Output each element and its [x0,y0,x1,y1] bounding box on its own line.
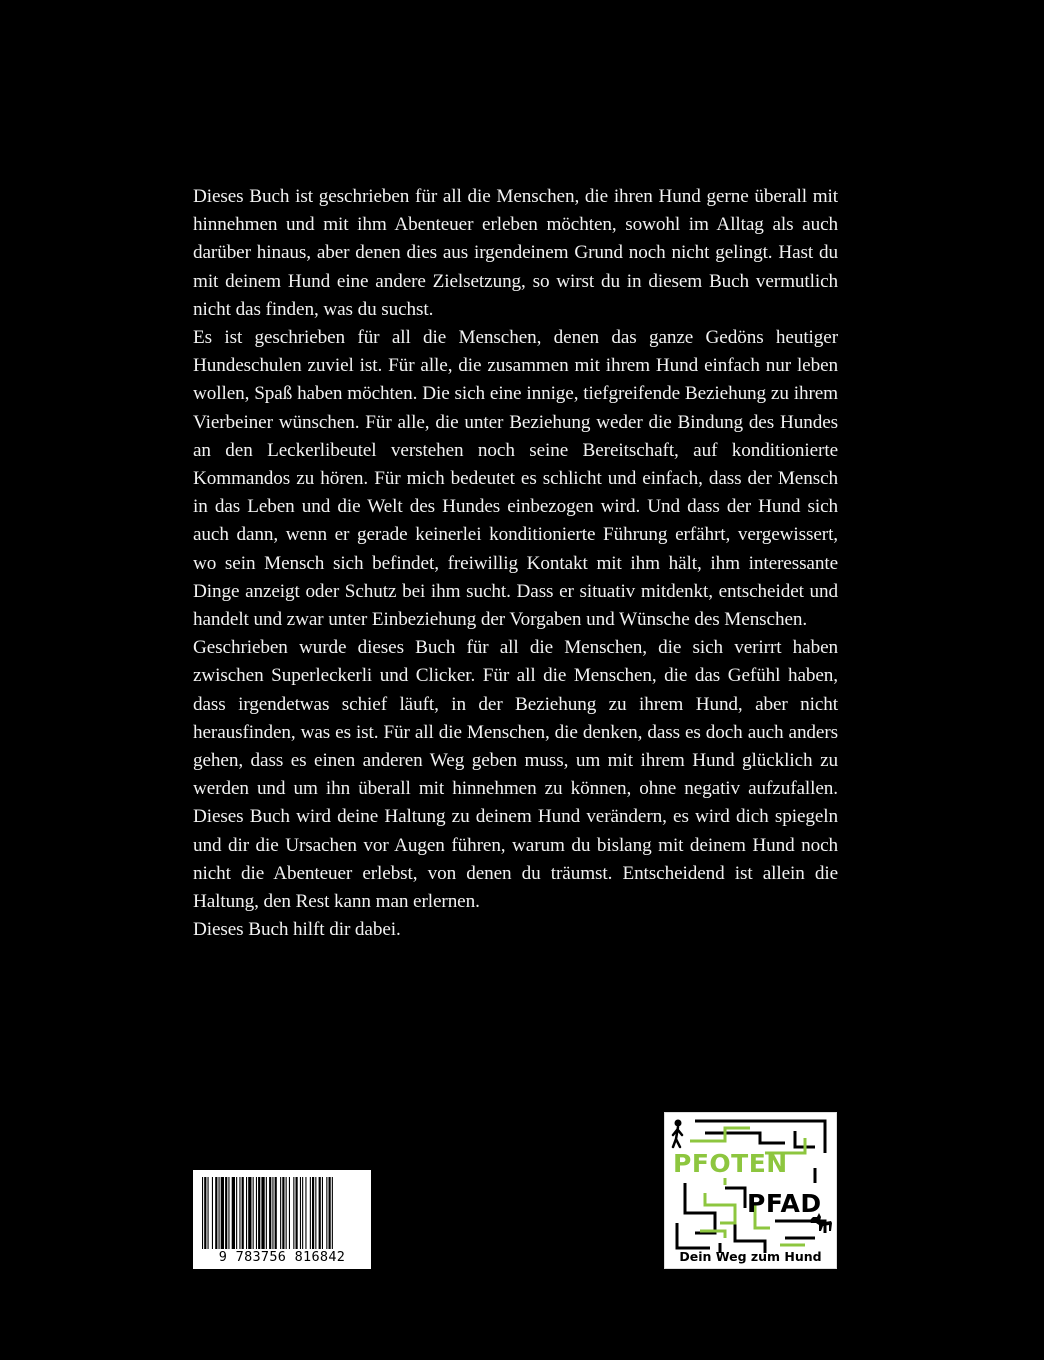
barcode-bar [315,1177,316,1249]
paragraph-2: Es ist geschrieben für all die Menschen, denen das ganze Gedöns heutiger Hundeschulen zuviel ist. Für alle, die zusammen mit ihrem Hund einfach nur leben wollen, Spaß haben möchten. Die sich eine innige, tiefgreifende Beziehung zu ihrem Vierbeiner wünschen. Für alle, die unter Beziehung weder die Bindung des Hundes an den Leckerlibeutel verstehen noch seine Bereitschaft, auf konditionierte Kommandos zu hören. Für mich bedeutet es schlicht und einfach, dass der Mensch in das Leben und die Welt des Hundes einbezogen wird. Und dass der Hund sich auch dann, wenn er gerade keinerlei konditionierte Führung erfährt, vergewissert, wo sein Mensch sich befindet, freiwillig Kontakt mit ihm hält, ihm interessante Dinge anzeigt oder Schutz bei ihm sucht. Dass er situativ mitdenkt, entscheidet und handelt und zwar unter Einbeziehung der Vorgaben und Wünsche des Menschen. [193,327,838,631]
barcode-bar [219,1177,220,1249]
barcode-bar [225,1177,227,1249]
barcode-bar [286,1177,287,1249]
barcode-bar [326,1177,327,1249]
barcode-bar [232,1177,235,1249]
barcode-bar [236,1177,237,1249]
paragraph-4: Dieses Buch hilft dir dabei. [193,919,401,941]
barcode-bars [194,1171,370,1251]
logo-word-pfad: PFAD [747,1189,822,1218]
barcode-bar [256,1177,257,1249]
barcode-bar [305,1177,306,1249]
barcode-bar [228,1177,229,1249]
barcode-bar [332,1177,333,1249]
barcode-bar [280,1177,281,1249]
barcode-bar [261,1177,264,1249]
paragraph-3: Geschrieben wurde dieses Buch für all die Menschen, die sich verirrt haben zwischen Superleckerli und Clicker. Für all die Menschen, die das Gefühl haben, dass irgendetwas schief läuft, in der Beziehung zu ihrem Hund, aber nicht herausfinden, was es ist. Für all die Menschen, die denken, dass es doch auch anders gehen, dass es einen anderen Weg geben muss, um mit ihrem Hund glücklich zu werden und um ihn überall mit hinnehmen zu können, ohne negativ aufzufallen. Dieses Buch wird deine Haltung zu deinem Hund verändern, es wird dich spiegeln und dir die Ursachen vor Augen führen, warum du bislang mit deinem Hund noch nicht die Abenteuer erlebst, von denen du träumst. Entscheidend ist allein die Haltung, den Rest kann man erlernen. [193,637,838,913]
barcode-bar [239,1177,240,1249]
isbn-number: 9 783756 816842 [218,1249,346,1265]
barcode-bar [248,1177,251,1249]
barcode-bar [269,1177,271,1249]
barcode-bar [319,1177,321,1249]
barcode-bar [266,1177,267,1249]
barcode-bar [275,1177,277,1249]
barcode-bar [282,1177,284,1249]
barcode-bar [246,1177,247,1249]
barcode-bar [272,1177,273,1249]
barcode-bar [215,1177,217,1249]
barcode-bar [322,1177,323,1249]
barcode-bar [242,1177,244,1249]
barcode-bar [289,1177,290,1249]
back-cover-text [193,183,838,944]
barcode-bar [300,1177,301,1249]
barcode-bar [258,1177,260,1249]
barcode-bar [312,1177,314,1249]
isbn-barcode [193,1170,371,1269]
barcode-bar [204,1177,206,1249]
barcode-bar [202,1177,203,1249]
barcode-bar [329,1177,331,1249]
barcode-bar [296,1177,298,1249]
barcode-bar [253,1177,254,1249]
barcode-bar [208,1177,209,1249]
barcode-bar [302,1177,303,1249]
publisher-logo [664,1112,837,1269]
logo-tagline: Dein Weg zum Hund [679,1249,822,1264]
barcode-bar [212,1177,213,1249]
person-walking-icon [673,1120,682,1148]
barcode-bar [293,1177,294,1249]
barcode-bar [310,1177,311,1249]
paragraph-1: Dieses Buch ist geschrieben für all die Menschen, die ihren Hund gerne überall mit hinnehmen und mit ihm Abenteuer erleben möchten, sowohl im Alltag als auch darüber hinaus, aber denen dies aus irgendeinem Grund noch nicht gelingt. Hast du mit deinem Hund eine andere Zielsetzung, so wirst du in diesem Buch vermutlich nicht das finden, was du suchst. [193,186,838,320]
barcode-bar [221,1177,224,1249]
logo-word-pfoten: PFOTEN [673,1149,788,1178]
